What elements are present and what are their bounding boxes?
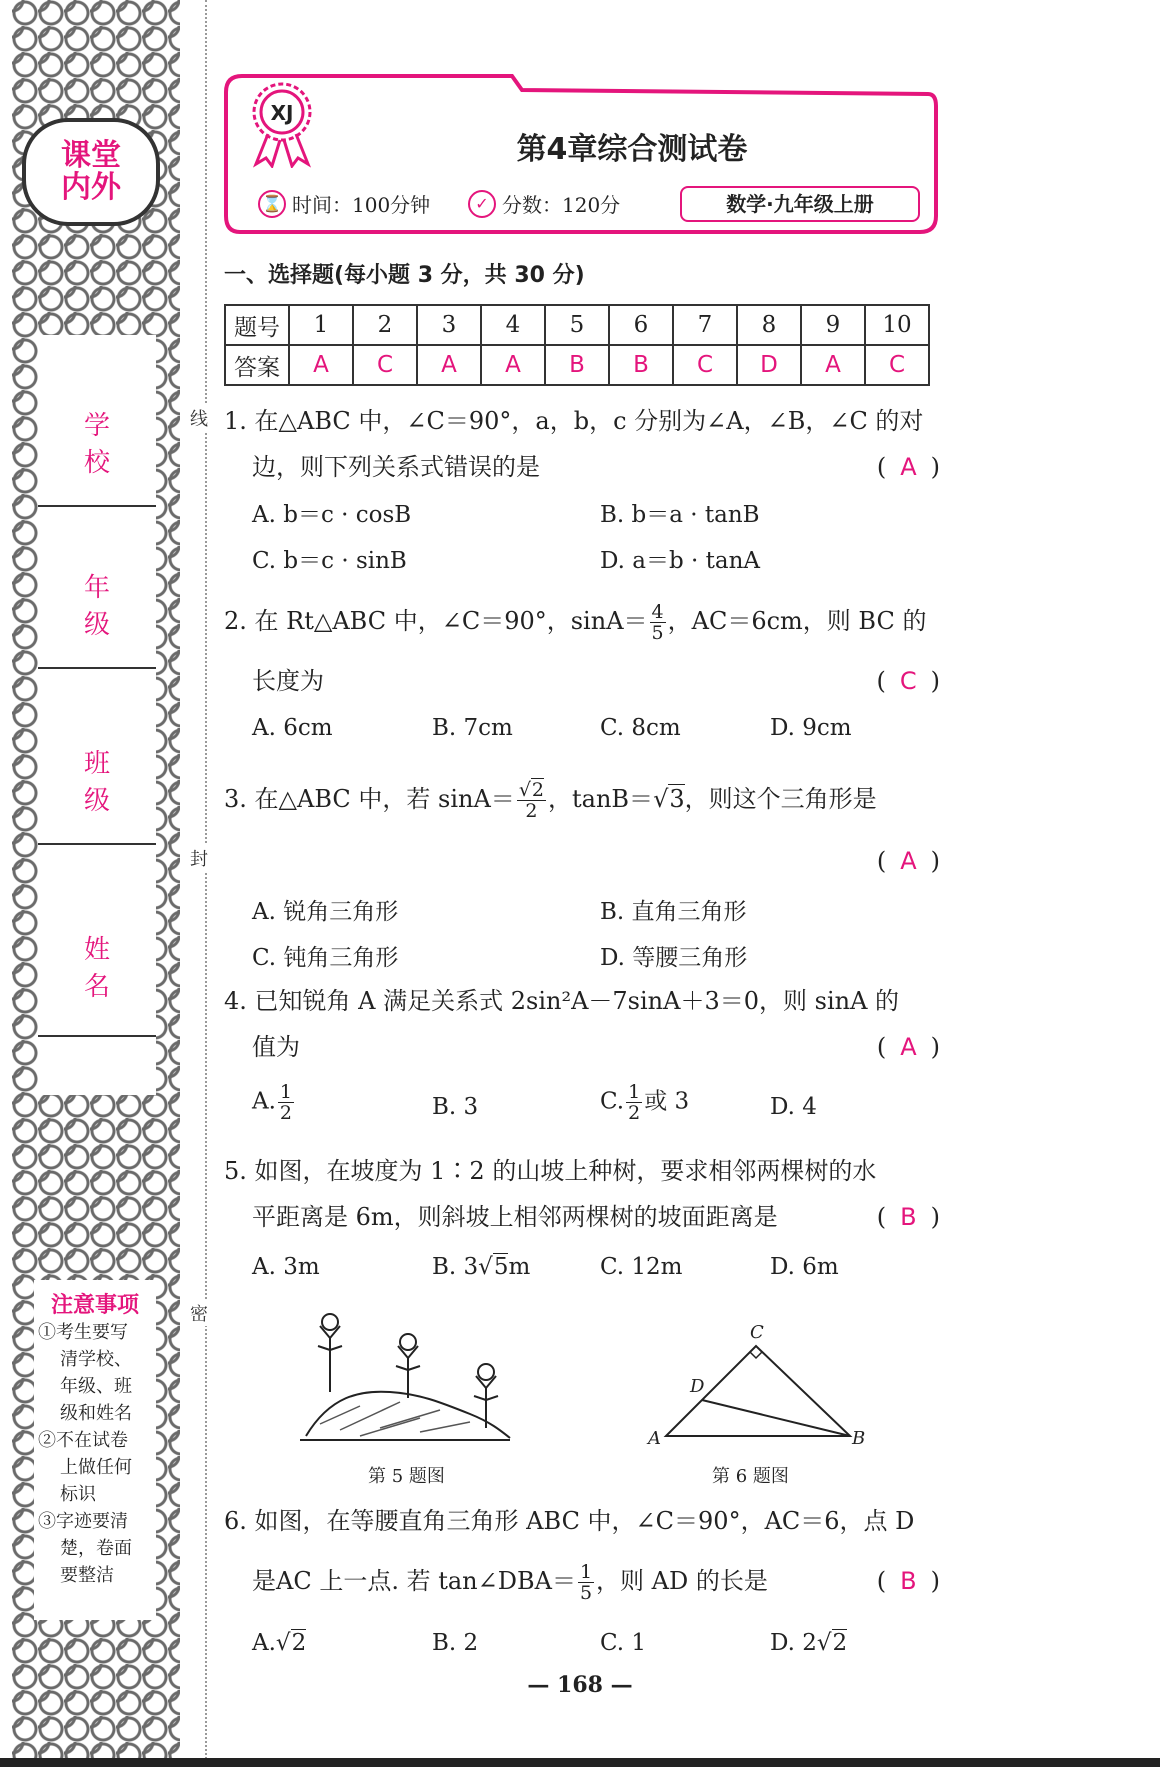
answer-mark[interactable]: B [900,1203,917,1231]
q6-text-pre: 是AC 上一点. 若 tan∠DBA＝ [252,1567,576,1595]
name-label: 姓 名 [83,935,136,1002]
answer-cell[interactable]: A [289,345,353,385]
denominator: 2 [279,1102,293,1124]
paren-close: ) [930,1567,940,1595]
figure-5-slope-trees [300,1298,514,1444]
answer-bracket [876,658,940,704]
question-text-cont [224,1024,940,1070]
time-info [258,189,430,218]
question-text: 边，则下列关系式错误的是 [252,453,540,481]
question-text-cont [224,1558,940,1604]
paren-open: ( [876,453,887,481]
fraction [626,1082,642,1123]
paren-close: ) [930,847,940,875]
answer-cell[interactable]: A [481,345,545,385]
note-line: 考生要写 [56,1322,128,1343]
sqrt-sign: √ [275,1630,291,1656]
option-unit: m [508,1254,531,1280]
sqrt-sign: √ [653,785,669,813]
denominator: 2 [525,800,538,822]
note-item [34,1508,156,1589]
option-b[interactable]: B. 7cm [432,715,513,741]
note-item [34,1319,156,1427]
student-info-form [38,335,156,1095]
radicand: 2 [531,779,545,801]
vertex-a-label: A [648,1428,661,1448]
note-line: 要整洁 [60,1565,114,1586]
note-line: 标识 [60,1484,96,1505]
table-row [225,305,929,345]
option-label: A. [252,1088,276,1115]
grade-label: 年 级 [83,573,136,640]
note-line: 清学校、 [60,1349,132,1370]
answer-cell[interactable]: C [353,345,417,385]
option-label: A. [252,1630,276,1656]
option-label: B. 3 [432,1254,479,1280]
table-cell: 3 [417,305,481,345]
cut-line [205,0,207,1767]
paren-close: ) [930,667,940,695]
sqrt-sign: √ [518,779,531,801]
grade-field[interactable] [38,497,156,669]
figure-6-caption: 第 6 题图 [712,1466,789,1487]
sqrt-sign: √ [816,1630,832,1656]
paren-open: ( [876,847,887,875]
answer-mark[interactable]: A [900,847,917,875]
hourglass-icon: ⌛ [258,190,286,218]
section-title: 一、选择题(每小题 3 分，共 30 分) [224,263,585,288]
class-field[interactable] [38,673,156,845]
denominator: 5 [651,622,664,644]
question-text-cont [224,658,940,704]
paren-open: ( [876,1033,887,1061]
question-2 [224,598,940,704]
bottom-bar [0,1758,1160,1767]
numerator: 1 [279,1081,293,1103]
sqrt-sign: √ [478,1254,493,1280]
badge-text: XJ [270,101,294,125]
radicand: 5 [493,1254,509,1280]
answer-cell[interactable]: A [801,345,865,385]
answer-cell[interactable]: B [545,345,609,385]
note-item [34,1427,156,1508]
denominator: 5 [579,1582,593,1604]
table-cell: 2 [353,305,417,345]
numerator [517,780,546,801]
option-c[interactable]: C. 8cm [600,715,681,741]
question-text [224,776,940,822]
table-cell: 10 [865,305,929,345]
radicand: 2 [832,1630,848,1656]
school-field[interactable] [38,335,156,507]
answer-mark[interactable]: C [899,667,917,695]
vertex-c-label: C [750,1322,764,1343]
option-a[interactable]: A. 6cm [252,715,333,741]
question-text: 值为 [252,1033,300,1061]
rosette-icon [242,78,332,168]
question-6 [224,1498,940,1604]
table-cell: 4 [481,305,545,345]
figure-6-triangle [640,1318,870,1448]
q3-text-mid: ，tanB＝ [548,785,654,813]
cut-mark-secret: 密 [190,1300,208,1326]
fraction [278,1082,294,1123]
option-b[interactable]: B. b＝a · tanB [600,502,760,528]
option-d[interactable]: D. 等腰三角形 [600,945,748,971]
radicand: 2 [291,1630,307,1656]
option-d[interactable]: D. 6m [770,1254,839,1280]
notes-panel [34,1280,156,1620]
paren-close: ) [930,1203,940,1231]
option-c[interactable]: C. 钝角三角形 [252,945,399,971]
option-a[interactable]: A. 锐角三角形 [252,899,399,925]
score-info [468,189,620,218]
question-text [224,598,940,644]
option-b[interactable] [432,1254,530,1280]
option-c[interactable] [600,1082,689,1123]
numerator: 1 [628,1081,641,1103]
check-icon: ✓ [468,190,496,218]
paren-close: ) [930,453,940,481]
option-b[interactable]: B. 直角三角形 [600,899,747,925]
paren-close: ) [930,1033,940,1061]
option-a[interactable] [252,1630,306,1656]
note-line: 级和姓名 [60,1403,132,1424]
classroom-logo [22,118,160,226]
option-c[interactable]: C. b＝c · sinB [252,548,407,574]
row-label-number: 题号 [225,305,289,345]
option-text: 或 3 [644,1088,690,1115]
fraction [650,602,666,643]
option-b[interactable]: B. 3 [432,1094,479,1120]
answer-cell[interactable]: D [737,345,801,385]
paren-open: ( [876,667,886,695]
table-cell: 9 [801,305,865,345]
table-cell: 7 [673,305,737,345]
question-text: 长度为 [252,667,324,695]
option-label: C. [600,1088,625,1115]
table-cell: 8 [737,305,801,345]
notes-title: 注意事项 [50,1293,139,1318]
answer-mark[interactable]: A [900,1033,917,1061]
question-1 [224,398,940,490]
note-line: 字迹要清 [56,1511,128,1532]
radicand: 3 [669,785,685,813]
answer-bracket [877,1024,940,1070]
option-label: D. 2 [770,1630,817,1656]
vertex-b-label: B [852,1428,866,1448]
question-text: 6. 如图，在等腰直角三角形 ABC 中，∠C＝90°，AC＝6，点 D [224,1507,915,1535]
note-line: 上做任何 [60,1457,132,1478]
cut-mark-seal: 封 [190,845,208,871]
q3-text-pre: 3. 在△ABC 中，若 sinA＝ [224,785,515,813]
class-label: 班 级 [83,749,136,816]
table-row [225,345,929,385]
option-c[interactable]: C. 12m [600,1254,683,1280]
q3-text-post: ，则这个三角形是 [684,785,877,813]
q2-text-post: ，AC＝6cm，则 BC 的 [667,607,927,635]
option-a[interactable]: A. b＝c · cosB [252,502,412,528]
answer-cell[interactable]: A [417,345,481,385]
paren-open: ( [876,1567,887,1595]
option-d[interactable]: D. 4 [770,1094,817,1120]
table-cell: 6 [609,305,673,345]
denominator: 2 [628,1102,641,1124]
school-label: 学 校 [83,411,136,478]
fraction [517,780,546,821]
subject-badge: 数学·九年级上册 [680,186,920,222]
option-d[interactable] [770,1630,847,1656]
q2-text-pre: 2. 在 Rt△ABC 中，∠C＝90°，sinA＝ [224,607,648,635]
question-4 [224,978,940,1070]
numerator: 1 [579,1561,593,1583]
page-title: 第4章综合测试卷 [516,132,748,167]
score-text: 分数：120分 [502,193,621,217]
table-cell: 5 [545,305,609,345]
question-text-cont [224,444,940,490]
note-line: 楚，卷面 [60,1538,132,1559]
option-b[interactable]: B. 2 [432,1630,479,1656]
page-number: — 168 — [527,1672,633,1698]
option-a[interactable]: A. 3m [252,1254,320,1280]
answer-cell[interactable]: B [609,345,673,385]
question-text: 1. 在△ABC 中，∠C＝90°，a，b，c 分别为∠A，∠B，∠C 的对 [224,407,924,435]
row-label-answer: 答案 [225,345,289,385]
question-text-cont [224,838,940,884]
question-text-cont [224,1194,940,1240]
answer-cell[interactable]: C [673,345,737,385]
answer-bracket [877,1558,940,1604]
option-a[interactable] [252,1082,296,1123]
answer-bracket [877,1194,940,1240]
point-d-label: D [690,1376,705,1397]
numerator: 4 [651,601,664,623]
answer-cell[interactable]: C [865,345,929,385]
note-line: 不在试卷 [56,1430,128,1451]
answer-bracket [877,838,940,884]
question-text: 5. 如图，在坡度为 1∶2 的山坡上种树，要求相邻两棵树的水 [224,1157,877,1185]
time-text: 时间：100分钟 [292,193,431,217]
answer-mark[interactable]: A [900,453,917,481]
note-line: 年级、班 [60,1376,132,1397]
paren-open: ( [876,1203,887,1231]
note-number: ② [38,1430,56,1451]
test-header [222,66,938,236]
logo-text: 课堂 内外 [61,138,121,205]
question-5 [224,1148,940,1240]
option-d[interactable]: D. 9cm [770,715,852,741]
answer-bracket [877,444,940,490]
q6-text-post: ，则 AD 的长是 [596,1567,768,1595]
note-number: ① [38,1322,56,1343]
table-cell: 1 [289,305,353,345]
name-field[interactable] [38,849,156,1037]
question-3 [224,776,940,884]
cut-mark-line: 线 [190,405,208,431]
answer-mark[interactable]: B [900,1567,917,1595]
question-text: 4. 已知锐角 A 满足关系式 2sin²A－7sinA＋3＝0，则 sinA 的 [224,987,900,1015]
note-number: ③ [38,1511,56,1532]
option-d[interactable]: D. a＝b · tanA [600,548,760,574]
fraction [578,1562,594,1603]
option-c[interactable]: C. 1 [600,1630,647,1656]
answer-table [224,304,930,386]
question-text: 平距离是 6m，则斜坡上相邻两棵树的坡面距离是 [252,1203,778,1231]
figure-5-caption: 第 5 题图 [368,1466,445,1487]
